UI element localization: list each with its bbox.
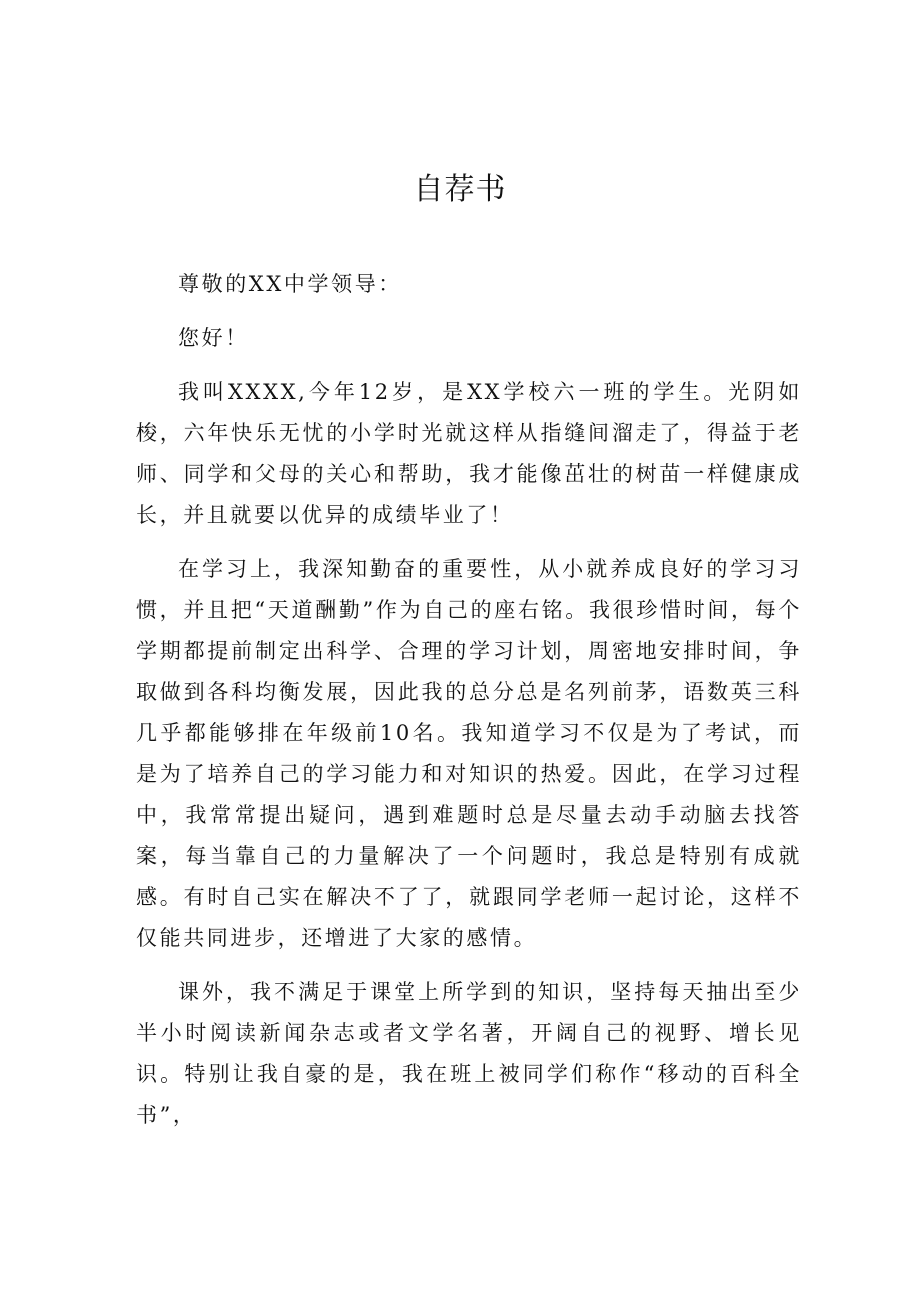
salutation: 尊敬的XX中学领导：: [178, 272, 402, 296]
document-body: [136, 264, 802, 1149]
document-title: 自荐书: [413, 172, 507, 207]
paragraph-extracurricular: 课外，我不满足于课堂上所学到的知识，坚持每天抽出至少半小时阅读新闻杂志或者文学名著，开阔自己的视野、增长见识。特别让我自豪的是，我在班上被同学们称作“移动的百科全书”，: [136, 980, 802, 1127]
greeting: 您好！: [178, 326, 249, 350]
paragraph-study: 在学习上，我深知勤奋的重要性，从小就养成良好的学习习惯，并且把“天道酬勤”作为自己的座右铭。我很珍惜时间，每个学期都提前制定出科学、合理的学习计划，周密地安排时间，争取做到各科均衡发展，因此我的总分总是名列前茅，语数英三科几乎都能够排在年级前10名。我知道学习不仅是为了考试，而是为了培养自己的学习能力和对知识的热爱。因此，在学习过程中，我常常提出疑问，遇到难题时总是尽量去动手动脑去找答案，每当靠自己的力量解决了一个问题时，我总是特别有成就感。有时自己实在解决不了了，就跟同学老师一起讨论，这样不仅能共同进步，还增进了大家的感情。: [136, 557, 802, 950]
paragraph-introduction: 我叫XXXX,今年12岁，是XX学校六一班的学生。光阴如梭，六年快乐无忧的小学时光就这样从指缝间溜走了，得益于老师、同学和父母的关心和帮助，我才能像茁壮的树苗一样健康成长，并且就要以优异的成绩毕业了！: [136, 380, 802, 527]
